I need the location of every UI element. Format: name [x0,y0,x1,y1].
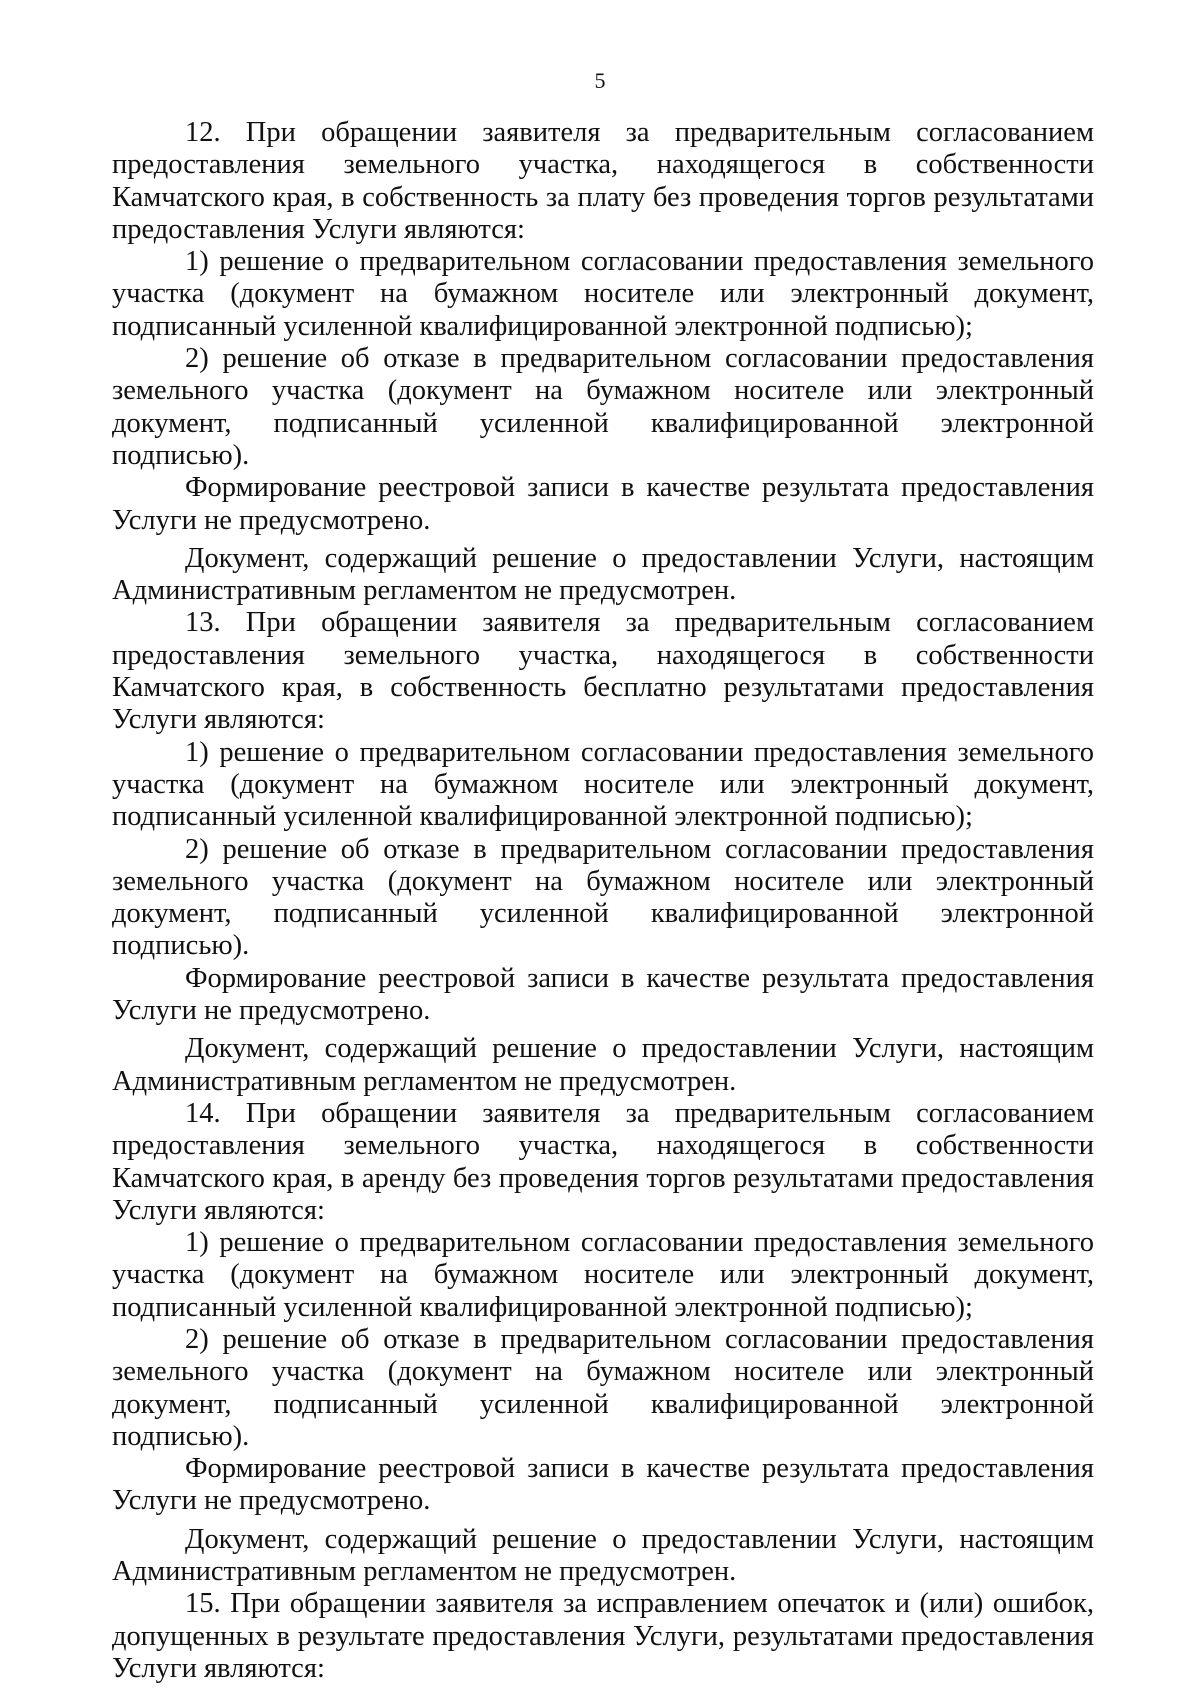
paragraph-14-intro: 14. При обращении заявителя за предварительным согласованием предоставления земельного участка, находящегося в собственности Камчатского края, в аренду без проведения торгов результатами предоставления Услуги являются: [112,1097,1094,1226]
paragraph-13-document-note: Документ, содержащий решение о предоставлении Услуги, настоящим Административным регламентом не предусмотрен. [112,1033,1094,1097]
paragraph-12-item-1: 1) решение о предварительном согласовании предоставления земельного участка (документ на бумажном носителе или электронный документ, подписанный усиленной квалифицированной электронной подписью); [112,246,1094,342]
paragraph-13-registry-note: Формирование реестровой записи в качестве результата предоставления Услуги не предусмотрено. [112,962,1094,1027]
paragraph-12-document-note: Документ, содержащий решение о предоставлении Услуги, настоящим Административным регламентом не предусмотрен. [112,542,1094,607]
paragraph-14-registry-note: Формирование реестровой записи в качестве результата предоставления Услуги не предусмотрено. [112,1453,1094,1517]
page-number: 5 [594,68,606,93]
document-body [112,117,1094,1685]
paragraph-14-item-1: 1) решение о предварительном согласовании предоставления земельного участка (документ на бумажном носителе или электронный документ, подписанный усиленной квалифицированной электронной подписью); [112,1227,1094,1323]
paragraph-13-item-1: 1) решение о предварительном согласовании предоставления земельного участка (документ на бумажном носителе или электронный документ, подписанный усиленной квалифицированной электронной подписью); [112,736,1094,833]
paragraph-13-item-2: 2) решение об отказе в предварительном согласовании предоставления земельного участка (документ на бумажном носителе или электронный документ, подписанный усиленной квалифицированной электронной подписью). [112,833,1094,962]
paragraph-15-intro: 15. При обращении заявителя за исправлением опечаток и (или) ошибок, допущенных в результате предоставления Услуги, результатами предоставления Услуги являются: [112,1588,1094,1684]
paragraph-12-registry-note: Формирование реестровой записи в качестве результата предоставления Услуги не предусмотрено. [112,472,1094,536]
paragraph-12-intro: 12. При обращении заявителя за предварительным согласованием предоставления земельного участка, находящегося в собственности Камчатского края, в собственность за плату без проведения торгов результатами предоставления Услуги являются: [112,117,1094,245]
paragraph-14-document-note: Документ, содержащий решение о предоставлении Услуги, настоящим Административным регламентом не предусмотрен. [112,1523,1094,1588]
paragraph-13-intro: 13. При обращении заявителя за предварительным согласованием предоставления земельного участка, находящегося в собственности Камчатского края, в собственность бесплатно результатами предоставления Услуги являются: [112,607,1094,736]
paragraph-14-item-2: 2) решение об отказе в предварительном согласовании предоставления земельного участка (документ на бумажном носителе или электронный документ, подписанный усиленной квалифицированной электронной подписью). [112,1323,1094,1452]
paragraph-12-item-2: 2) решение об отказе в предварительном согласовании предоставления земельного участка (документ на бумажном носителе или электронный документ, подписанный усиленной квалифицированной электронной подписью). [112,343,1094,471]
